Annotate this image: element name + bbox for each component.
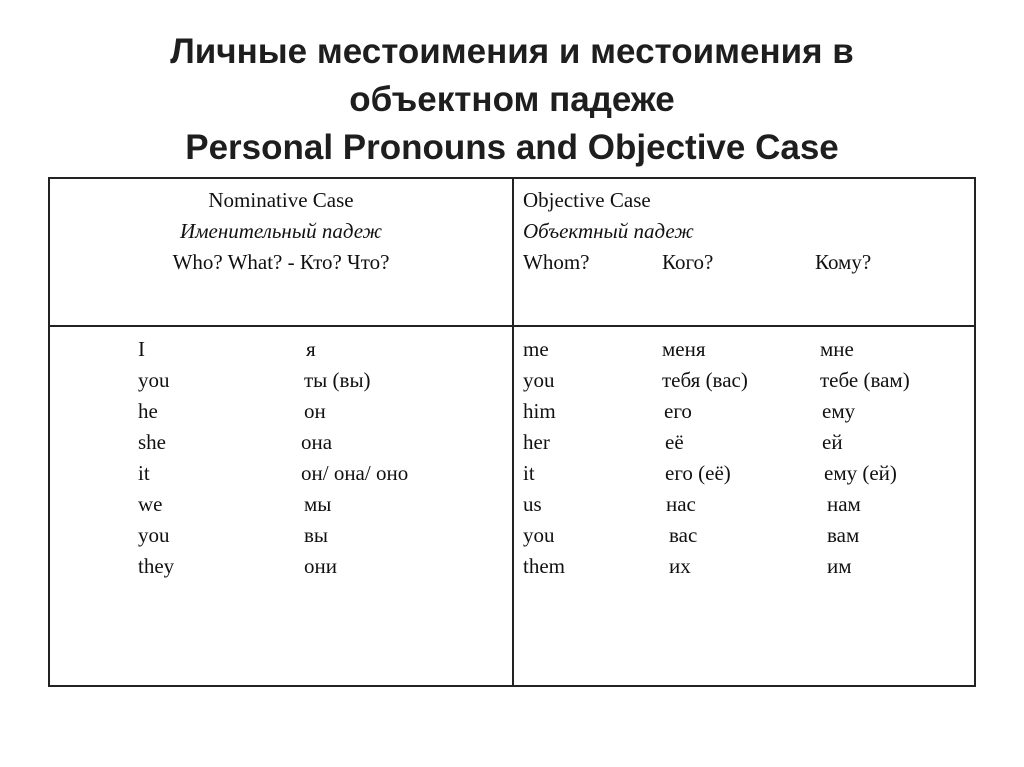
list-item: их [669, 554, 691, 578]
list-item: мы [304, 492, 332, 516]
question-komu: Кому? [815, 250, 872, 274]
list-item: you [138, 523, 170, 547]
column-divider [512, 179, 514, 685]
question-kogo: Кого? [662, 250, 714, 274]
list-item: вас [669, 523, 698, 547]
list-item: он/ она/ оно [301, 461, 409, 485]
objective-kogo-column [662, 334, 812, 582]
nominative-header-en: Nominative Case [208, 188, 354, 212]
list-item: us [523, 492, 542, 516]
objective-header [523, 185, 872, 278]
nominative-english-column [138, 334, 174, 582]
list-item: them [523, 554, 565, 578]
list-item: им [827, 554, 852, 578]
list-item: it [523, 461, 535, 485]
list-item: мне [820, 337, 854, 361]
objective-komu-column [820, 334, 970, 582]
list-item: вам [827, 523, 860, 547]
list-item: I [138, 337, 145, 361]
list-item: его (её) [665, 461, 731, 485]
list-item: they [138, 554, 175, 578]
list-item: he [138, 399, 158, 423]
list-item: ему [822, 399, 856, 423]
list-item: я [306, 337, 316, 361]
title-line-1: Личные местоимения и местоимения в [170, 32, 854, 71]
list-item: we [138, 492, 163, 516]
list-item: нас [666, 492, 696, 516]
list-item: тебе (вам) [820, 368, 910, 392]
nominative-header-ru: Именительный падеж [179, 219, 383, 243]
list-item: нам [827, 492, 861, 516]
list-item: me [523, 337, 549, 361]
list-item: её [665, 430, 684, 454]
list-item: you [523, 523, 555, 547]
objective-header-en: Objective Case [523, 188, 651, 212]
question-whom: Whom? [523, 250, 590, 274]
list-item: вы [304, 523, 329, 547]
list-item: тебя (вас) [662, 368, 748, 392]
list-item: он [304, 399, 326, 423]
nominative-russian-column [300, 334, 500, 582]
list-item: они [304, 554, 337, 578]
list-item: его [664, 399, 692, 423]
objective-header-questions [523, 247, 872, 278]
title-line-3: Personal Pronouns and Objective Case [185, 128, 839, 167]
list-item: она [301, 430, 333, 454]
list-item: you [523, 368, 555, 392]
list-item: ей [822, 430, 843, 454]
title-line-2: объектном падеже [349, 80, 675, 119]
objective-english-column [523, 334, 565, 582]
nominative-header-questions: Who? What? - Кто? Что? [172, 250, 390, 274]
list-item: you [138, 368, 170, 392]
list-item: her [523, 430, 550, 454]
list-item: him [523, 399, 556, 423]
list-item: it [138, 461, 150, 485]
list-item: меня [662, 337, 706, 361]
objective-header-ru: Объектный падеж [523, 219, 694, 243]
page-title [0, 28, 1024, 172]
pronoun-table [48, 177, 976, 687]
list-item: ему (ей) [824, 461, 897, 485]
list-item: she [138, 430, 166, 454]
list-item: ты (вы) [304, 368, 371, 392]
nominative-header [50, 185, 512, 278]
header-divider [50, 325, 974, 327]
